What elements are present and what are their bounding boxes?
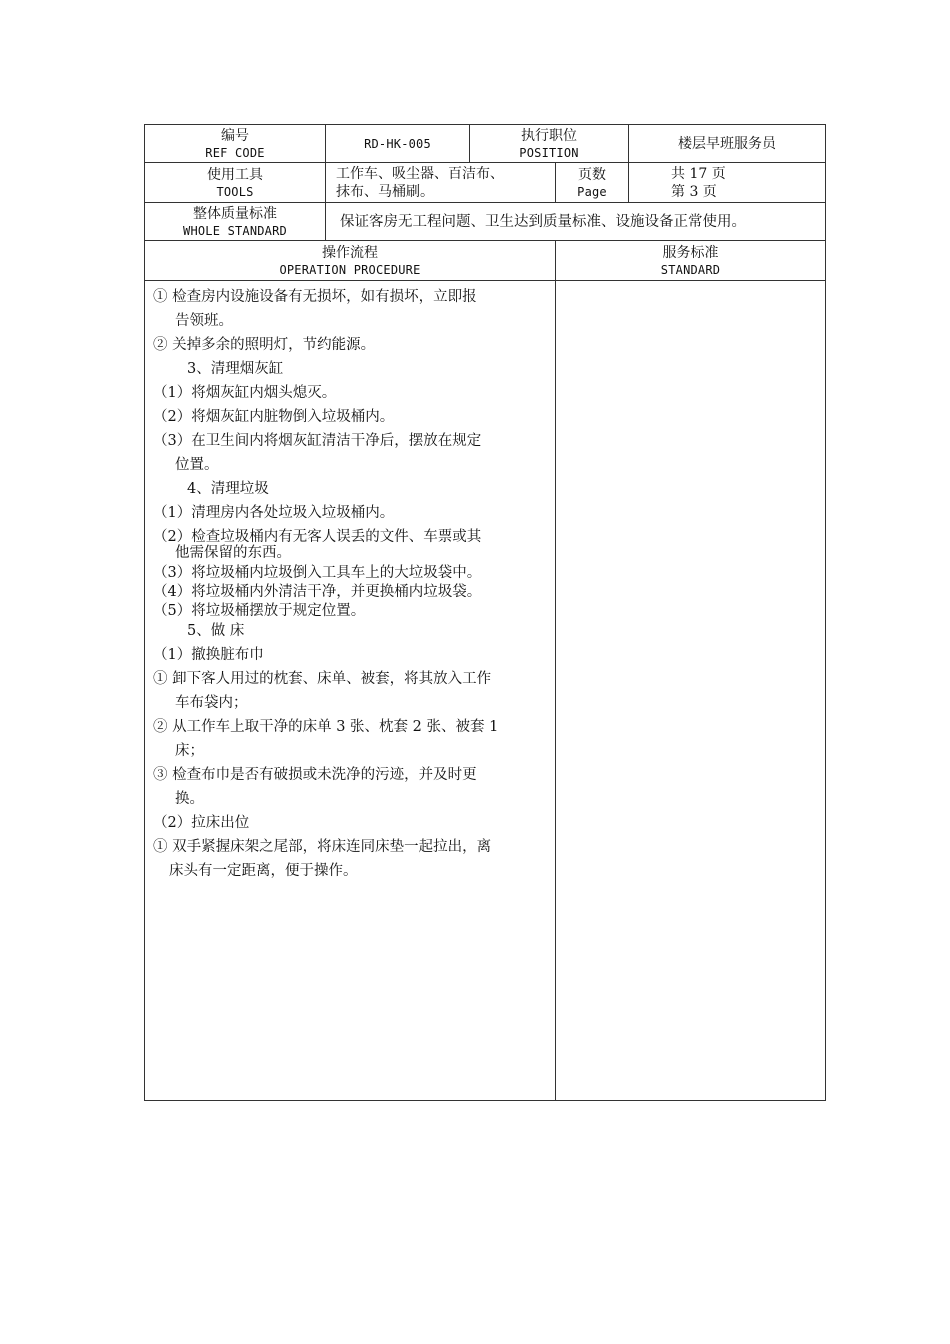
page-current: 第 3 页 bbox=[671, 183, 717, 200]
tools-row bbox=[145, 163, 826, 203]
procedure-line: ① 卸下客人用过的枕套、床单、被套，将其放入工作 bbox=[153, 671, 492, 687]
ref-row bbox=[145, 125, 826, 163]
page-label-en: Page bbox=[577, 184, 607, 199]
service-label-en: STANDARD bbox=[660, 262, 721, 277]
page-label-cell bbox=[556, 163, 629, 203]
service-header-cell bbox=[556, 241, 826, 281]
procedure-line: ③ 检查布巾是否有破损或未洗净的污迹，并及时更 bbox=[153, 767, 477, 783]
procedure-line: ① 双手紧握床架之尾部，将床连同床垫一起拉出，离 bbox=[153, 839, 492, 855]
tools-label-cell bbox=[145, 163, 326, 203]
procedure-step-heading: 3、清理烟灰缸 bbox=[187, 361, 284, 377]
procedure-line: （4）将垃圾桶内外清洁干净，并更换桶内垃圾袋。 bbox=[153, 584, 482, 600]
standard-label-cell bbox=[145, 203, 326, 241]
position-label-cell bbox=[470, 125, 629, 163]
procedure-line: （1）撤换脏布巾 bbox=[153, 647, 264, 663]
position-label-cn: 执行职位 bbox=[521, 127, 577, 144]
content-row bbox=[145, 281, 826, 1101]
standard-label-en: WHOLE STANDARD bbox=[183, 223, 287, 238]
sop-table bbox=[144, 124, 826, 1101]
procedure-line: ② 从工作车上取干净的床单 3 张、枕套 2 张、被套 1 bbox=[153, 719, 499, 735]
position-label-en: POSITION bbox=[519, 145, 579, 160]
standard-label-cn: 整体质量标准 bbox=[193, 205, 277, 222]
service-label-cn: 服务标准 bbox=[662, 244, 719, 261]
procedure-line: （3）将垃圾桶内垃圾倒入工具车上的大垃圾袋中。 bbox=[153, 565, 482, 581]
tools-label-en: TOOLS bbox=[216, 184, 254, 199]
procedure-line: 位置。 bbox=[175, 457, 219, 473]
procedure-line: （5）将垃圾桶摆放于规定位置。 bbox=[153, 603, 366, 619]
procedure-line: （2）检查垃圾桶内有无客人误丢的文件、车票或其 bbox=[153, 529, 482, 545]
ref-label-cn: 编号 bbox=[221, 127, 249, 144]
procedure-label-cn: 操作流程 bbox=[322, 244, 378, 261]
procedure-line: （1）将烟灰缸内烟头熄灭。 bbox=[153, 385, 337, 401]
position-value: 楼层早班服务员 bbox=[629, 125, 826, 163]
procedure-label-en: OPERATION PROCEDURE bbox=[279, 262, 421, 277]
procedure-line: 床头有一定距离，便于操作。 bbox=[169, 863, 358, 879]
procedure-line: 告领班。 bbox=[175, 313, 233, 329]
procedure-line: 他需保留的东西。 bbox=[175, 545, 291, 561]
procedure-step-heading: 5、做 床 bbox=[187, 623, 245, 639]
procedure-line: （3）在卫生间内将烟灰缸清洁干净后，摆放在规定 bbox=[153, 433, 482, 449]
tools-label-cn: 使用工具 bbox=[207, 166, 263, 183]
procedure-line: 换。 bbox=[175, 791, 204, 807]
sop-document bbox=[144, 124, 825, 1101]
ref-label-en: REF CODE bbox=[205, 145, 265, 160]
procedure-content bbox=[145, 281, 556, 1101]
procedure-line: （2）将烟灰缸内脏物倒入垃圾桶内。 bbox=[153, 409, 395, 425]
tools-value-line1: 工作车、吸尘器、百洁布、 bbox=[336, 165, 504, 182]
procedure-line: （1）清理房内各处垃圾入垃圾桶内。 bbox=[153, 505, 395, 521]
tools-value-cell bbox=[326, 163, 556, 203]
tools-value-line2: 抹布、马桶刷。 bbox=[336, 183, 434, 200]
page-label-cn: 页数 bbox=[578, 166, 606, 183]
procedure-step-heading: 4、清理垃圾 bbox=[187, 481, 269, 497]
standard-value: 保证客房无工程问题、卫生达到质量标准、设施设备正常使用。 bbox=[326, 203, 826, 241]
procedure-line: ① 检查房内设施设备有无损坏，如有损坏，立即报 bbox=[153, 289, 477, 305]
procedure-line: 车布袋内； bbox=[175, 695, 248, 711]
service-standard-content bbox=[556, 281, 826, 1101]
section-header-row bbox=[145, 241, 826, 281]
ref-label-cell bbox=[145, 125, 326, 163]
procedure-line: 床； bbox=[175, 743, 204, 759]
page-total: 共 17 页 bbox=[671, 165, 726, 182]
standard-row bbox=[145, 203, 826, 241]
procedure-line: （2）拉床出位 bbox=[153, 815, 250, 831]
ref-value: RD-HK-005 bbox=[326, 125, 470, 163]
page-value-cell bbox=[629, 163, 826, 203]
procedure-header-cell bbox=[145, 241, 556, 281]
procedure-line: ② 关掉多余的照明灯，节约能源。 bbox=[153, 337, 376, 353]
